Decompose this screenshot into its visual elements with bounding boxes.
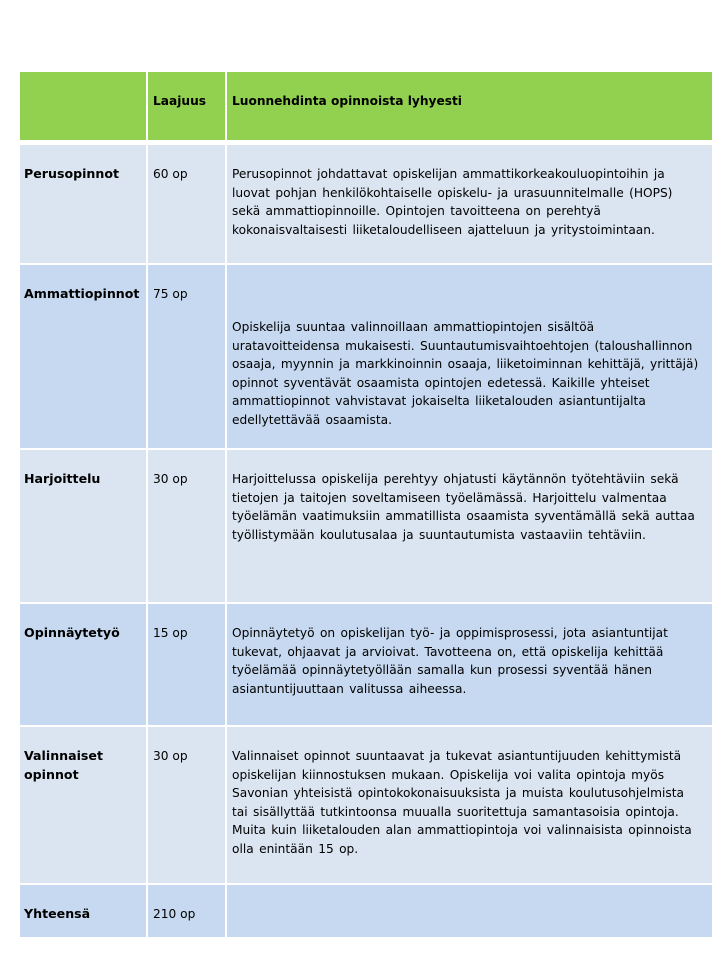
row-name: Harjoittelu — [20, 450, 148, 602]
total-credits: 210 op — [148, 885, 227, 937]
row-description-cell — [227, 450, 712, 602]
row-description: Valinnaiset opinnot suuntaavat ja tukevat asiantuntijuuden kehittymistä opiskelijan kiinnostuksen mukaan. Opiskelija voi valita opintoja myös Savonian yhteisistä opintokokonaisuuksista ja muista koulutusohjelmista tai sisällyttää tutkintoonsa muualla suoritettuja samantasoisia opintoja. Muita kuin liiketalouden alan ammattiopintoja voi valinnaisista opinnoista olla enintään 15 op. — [232, 749, 692, 856]
header-cell-description: Luonnehdinta opinnoista lyhyesti — [232, 94, 462, 108]
header-cell-name — [20, 72, 148, 140]
row-description: Opiskelija suuntaa valinnoillaan ammattiopintojen sisältöä uratavoitteidensa mukaisesti. Suuntautumisvaihtoehtojen (taloushallinnon osaaja, myynnin ja markkinoinnin osaaja, liiketoiminnan kehittäjä, yrittäjä) opinnot syventävät osaamista opintojen edetessä. Kaikille yhteiset ammattiopinnot vahvistavat jokaiselta liiketalouden asiantuntijalta edellytettävää osaamista. — [232, 320, 699, 427]
table-total-row — [20, 885, 712, 937]
row-description-cell — [227, 604, 712, 725]
row-credits: 30 op — [148, 727, 227, 883]
total-description — [227, 885, 712, 937]
table-header-row — [20, 72, 712, 145]
study-structure-table — [20, 72, 712, 937]
row-name: Opinnäytetyö — [20, 604, 148, 725]
row-credits: 60 op — [148, 145, 227, 263]
table-row — [20, 145, 712, 265]
row-credits: 30 op — [148, 450, 227, 602]
row-description-cell — [227, 145, 712, 263]
row-name: Perusopinnot — [20, 145, 148, 263]
total-label: Yhteensä — [20, 885, 148, 937]
row-description: Opinnäytetyö on opiskelijan työ- ja oppimisprosessi, jota asiantuntijat tukevat, ohjaavat ja arvioivat. Tavotteena on, että opiskelija kehittää työelämää opinnäytetyöllään samalla kun prosessi syventää hänen asiantuntijuuttaan valitussa aiheessa. — [232, 626, 668, 696]
row-description: Harjoittelussa opiskelija perehtyy ohjatusti käytännön työtehtäviin sekä tietojen ja taitojen soveltamiseen työelämässä. Harjoittelu valmentaa työelämän vaatimuksiin ammatillista osaamista syventämällä sekä auttaa työllistymään koulutusalaa ja suuntautumista vastaaviin tehtäviin. — [232, 472, 695, 542]
table-row — [20, 604, 712, 727]
row-name: Ammattiopinnot — [20, 265, 148, 448]
row-description-cell — [227, 265, 712, 448]
row-credits: 15 op — [148, 604, 227, 725]
row-description: Perusopinnot johdattavat opiskelijan ammattikorkeakouluopintoihin ja luovat pohjan henkilökohtaiselle opiskelu- ja urasuunnitelmalle (HOPS) sekä ammattiopinnoille. Opintojen tavoitteena on perehtyä kokonaisvaltaisesti liiketaloudelliseen ajatteluun ja yritystoimintaan. — [232, 167, 673, 237]
table-row — [20, 727, 712, 885]
table-row — [20, 450, 712, 604]
table-row — [20, 265, 712, 450]
row-name: Valinnaiset opinnot — [20, 727, 148, 883]
header-cell-credits: Laajuus — [148, 72, 227, 140]
row-credits: 75 op — [148, 265, 227, 448]
row-description-cell — [227, 727, 712, 883]
